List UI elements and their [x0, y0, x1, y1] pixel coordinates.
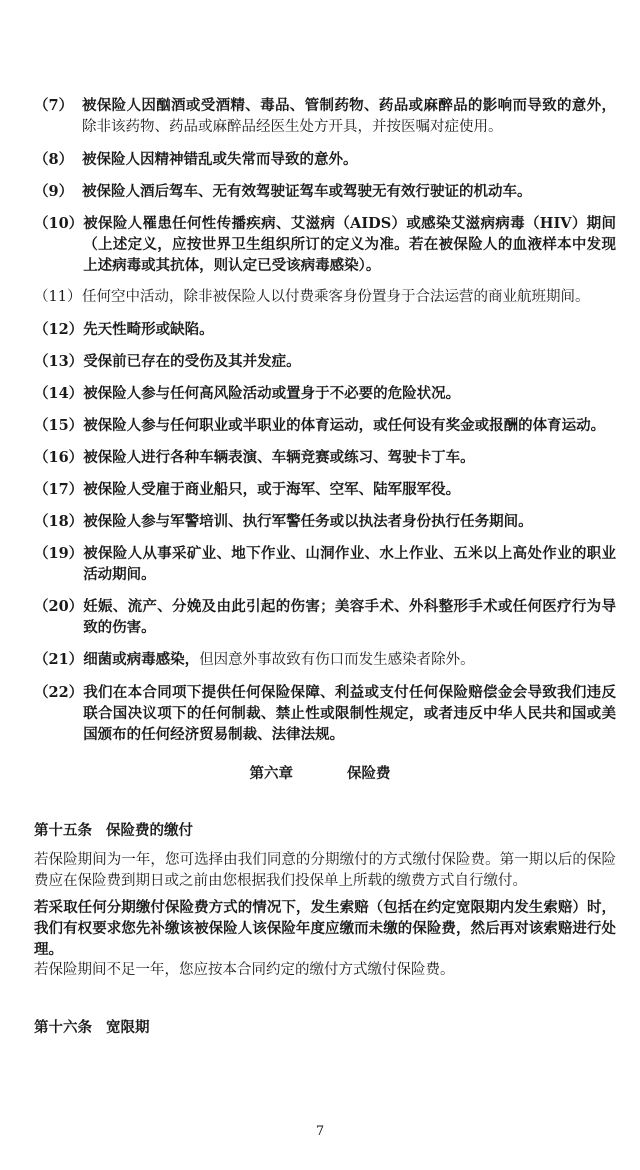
clause-number: （21）: [34, 651, 84, 668]
clause-text: 妊娠、流产、分娩及由此引起的伤害；美容手术、外科整形手术或任何医疗行为导致的伤害。: [83, 598, 616, 636]
clause-number: （10）: [34, 215, 84, 232]
clause-text: 细菌或病毒感染，但因意外事故致有伤口而发生感染者除外。: [83, 651, 475, 668]
article-title: 宽限期: [106, 1019, 150, 1036]
clause-text: 被保险人参与任何职业或半职业的体育运动，或任何设有奖金或报酬的体育运动。: [83, 417, 606, 434]
clause-number: （13）: [34, 353, 84, 370]
clause-15: [34, 415, 616, 436]
clause-number: （12）: [34, 321, 84, 338]
clause-text: 被保险人酒后驾车、无有效驾驶证驾车或驾驶无有效行驶证的机动车。: [82, 183, 532, 200]
clause-number: （17）: [34, 481, 84, 498]
clause-10: [34, 213, 616, 276]
clause-text: 任何空中活动，除非被保险人以付费乘客身份置身于合法运营的商业航班期间。: [82, 289, 590, 305]
article-number: 第十五条: [34, 822, 92, 839]
clause-text-continued: 但因意外事故致有伤口而发生感染者除外。: [199, 652, 475, 668]
clause-number: （11）: [34, 289, 82, 305]
clause-text: 先天性畸形或缺陷。: [83, 321, 214, 338]
clause-14: [34, 383, 616, 404]
clause-number: （9）: [34, 183, 74, 200]
clause-number: （14）: [34, 385, 84, 402]
clause-text-continued: 除非该药物、药品或麻醉品经医生处方开具，并按医嘱对症使用。: [82, 119, 503, 135]
clause-number: （22）: [34, 684, 84, 701]
clause-number: （19）: [34, 545, 84, 562]
article-title: 保险费的缴付: [106, 822, 193, 839]
clause-8: [34, 149, 616, 170]
article-16-heading: [34, 1017, 616, 1038]
article-15-paragraph-3: 若保险期间不足一年，您应按本合同约定的缴付方式缴付保险费。: [34, 962, 455, 978]
chapter-number: 第六章: [249, 765, 293, 782]
clause-text: 被保险人因酗酒或受酒精、毒品、管制药物、药品或麻醉品的影响而导致的意外，除非该药物、药品或麻醉品经医生处方开具，并按医嘱对症使用。: [82, 97, 616, 135]
clause-text: 我们在本合同项下提供任何保险保障、利益或支付任何保险赔偿金会导致我们违反联合国决议项下的任何制裁、禁止性或限制性规定，或者违反中华人民共和国或美国颁布的任何经济贸易制裁、法律法规。: [83, 684, 616, 743]
chapter-title: 保险费: [347, 765, 391, 782]
clause-12: [34, 319, 616, 340]
clause-11: [34, 287, 616, 308]
clause-number: （15）: [34, 417, 84, 434]
clause-9: [34, 181, 616, 202]
clause-number: （18）: [34, 513, 84, 530]
clause-text: 被保险人进行各种车辆表演、车辆竞赛或练习、驾驶卡丁车。: [83, 449, 475, 466]
clause-text: 被保险人因精神错乱或失常而导致的意外。: [82, 151, 358, 168]
clause-text: 被保险人罹患任何性传播疾病、艾滋病（AIDS）或感染艾滋病病毒（HIV）期间（上述定义，应按世界卫生组织所订的定义为准。若在被保险人的血液样本中发现上述病毒或其抗体，则认定已受该病毒感染）。: [83, 215, 616, 274]
clause-text: 被保险人参与军警培训、执行军警任务或以执法者身份执行任务期间。: [83, 513, 533, 530]
clause-text: 被保险人从事采矿业、地下作业、山洞作业、水上作业、五米以上高处作业的职业活动期间。: [83, 545, 616, 583]
clause-number: （16）: [34, 449, 84, 466]
article-15-paragraph-1: 若保险期间为一年，您可选择由我们同意的分期缴付的方式缴付保险费。第一期以后的保险费应在保险费到期日或之前由您根据我们投保单上所载的缴费方式自行缴付。: [34, 852, 616, 889]
article-15-paragraph-2: 若采取任何分期缴付保险费方式的情况下，发生索赔（包括在约定宽限期内发生索赔）时，我们有权要求您先补缴该被保险人该保险年度应缴而未缴的保险费，然后再对该索赔进行处理。: [34, 899, 616, 958]
clause-7: [34, 95, 616, 138]
article-15-heading: [34, 820, 616, 841]
clause-20: [34, 596, 616, 638]
clause-number: （7）: [34, 97, 74, 114]
chapter-heading: [0, 762, 640, 783]
article-number: 第十六条: [34, 1019, 92, 1036]
clause-text: 被保险人受雇于商业船只，或于海军、空军、陆军服军役。: [83, 481, 461, 498]
clause-text: 受保前已存在的受伤及其并发症。: [83, 353, 301, 370]
clause-text: 被保险人参与任何高风险活动或置身于不必要的危险状况。: [83, 385, 461, 402]
clause-17: [34, 479, 616, 500]
clause-21: [34, 649, 616, 671]
clause-18: [34, 511, 616, 532]
clause-number: （20）: [34, 598, 84, 615]
clause-22: [34, 682, 616, 745]
exclusion-clauses: [0, 95, 640, 756]
page-number: 7: [315, 1124, 325, 1139]
clause-16: [34, 447, 616, 468]
clause-13: [34, 351, 616, 372]
clause-number: （8）: [34, 151, 74, 168]
clause-19: [34, 543, 616, 585]
